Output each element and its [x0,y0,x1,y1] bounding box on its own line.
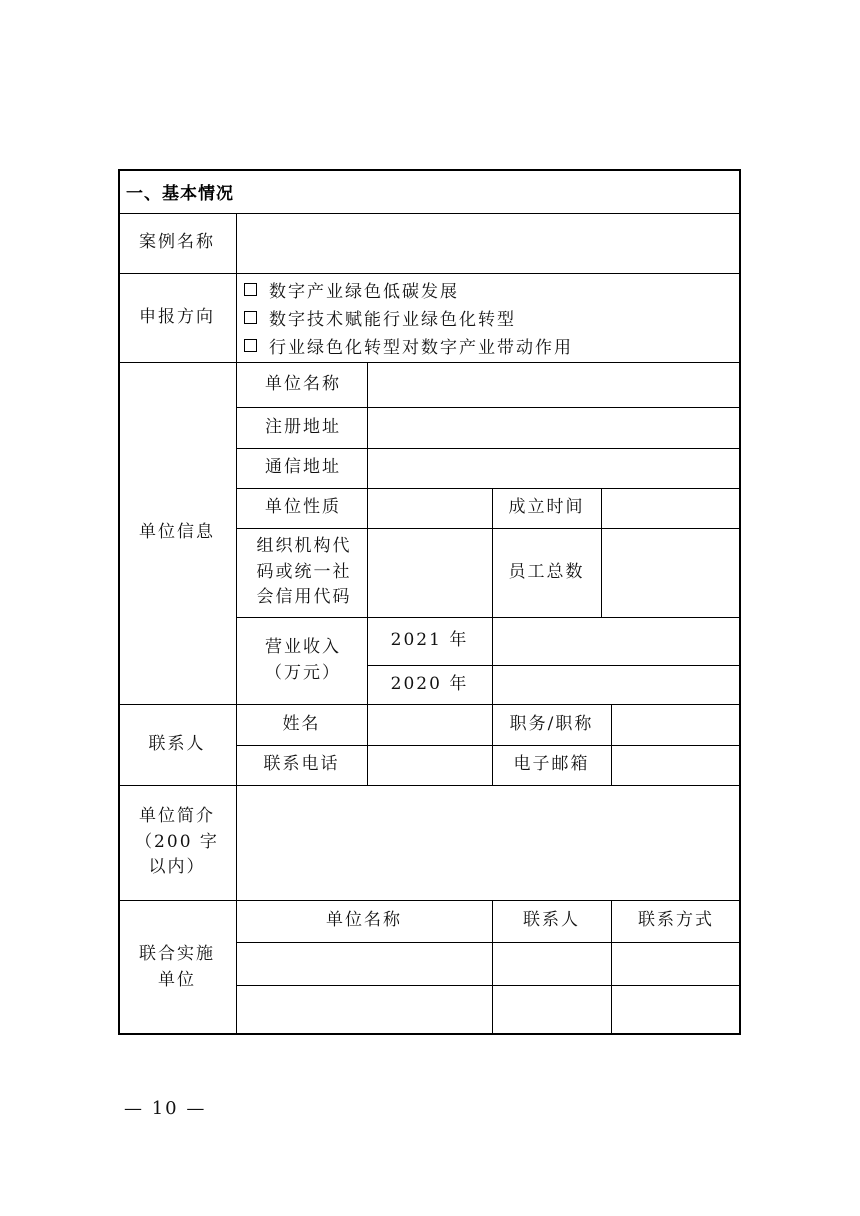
revenue-2021-field[interactable] [493,618,741,665]
joint-unit-name-field[interactable] [237,943,492,985]
unit-name-field[interactable] [368,363,741,407]
checkbox-icon[interactable] [244,339,257,352]
employees-field[interactable] [602,529,741,617]
phone-field[interactable] [368,746,492,785]
checkbox-icon[interactable] [244,283,257,296]
direction-option-label: 数字产业绿色低碳发展 [269,281,459,302]
joint-contact-method-header: 联系方式 [638,910,714,931]
revenue-label: 营业收入（万元） [265,637,341,683]
direction-label: 申报方向 [139,306,215,327]
name-label: 姓名 [282,713,321,734]
unit-nature-label: 单位性质 [265,497,341,518]
intro-label: 单位简介（200 字以内） [135,806,219,878]
case-name-field[interactable] [237,214,741,273]
year-2020-label: 2020 年 [390,673,469,694]
revenue-2020-field[interactable] [493,666,741,704]
year-2021-label: 2021 年 [390,630,469,651]
title-field[interactable] [612,705,741,745]
direction-option[interactable] [244,275,738,303]
reg-address-field[interactable] [368,408,741,448]
joint-contact-method-field[interactable] [612,986,741,1035]
org-code-field[interactable] [368,529,492,617]
employees-label: 员工总数 [508,561,585,582]
org-code-label: 组织机构代码或统一社会信用代码 [256,536,352,608]
direction-option[interactable] [244,331,738,359]
reg-address-label: 注册地址 [265,416,341,437]
joint-unit-name-header: 单位名称 [326,910,402,931]
founded-label: 成立时间 [508,497,585,518]
mail-address-label: 通信地址 [265,457,341,478]
checkbox-icon[interactable] [244,311,257,324]
joint-contact-header: 联系人 [523,910,580,931]
email-label: 电子邮箱 [513,754,590,775]
joint-contact-method-field[interactable] [612,943,741,985]
joint-contact-field[interactable] [493,986,611,1035]
name-field[interactable] [368,705,492,745]
unit-info-label: 单位信息 [139,522,215,543]
section-title: 一、基本情况 [126,183,234,204]
mail-address-field[interactable] [368,449,741,488]
contact-label: 联系人 [148,733,206,754]
title-label: 职务/职称 [509,713,594,734]
application-form [118,169,741,1035]
joint-contact-field[interactable] [493,943,611,985]
unit-nature-field[interactable] [368,489,492,528]
joint-unit-name-field[interactable] [237,986,492,1035]
intro-field[interactable] [237,786,741,900]
phone-label: 联系电话 [263,754,340,775]
email-field[interactable] [612,746,741,785]
joint-label: 联合实施单位 [139,944,215,990]
page-number: — 10 — [124,1098,207,1119]
direction-option-label: 数字技术赋能行业绿色化转型 [269,309,516,330]
direction-options [244,273,738,361]
direction-option[interactable] [244,303,738,331]
founded-field[interactable] [602,489,741,528]
case-name-label: 案例名称 [139,232,215,253]
direction-option-label: 行业绿色化转型对数字产业带动作用 [269,337,573,358]
unit-name-label: 单位名称 [265,373,341,394]
